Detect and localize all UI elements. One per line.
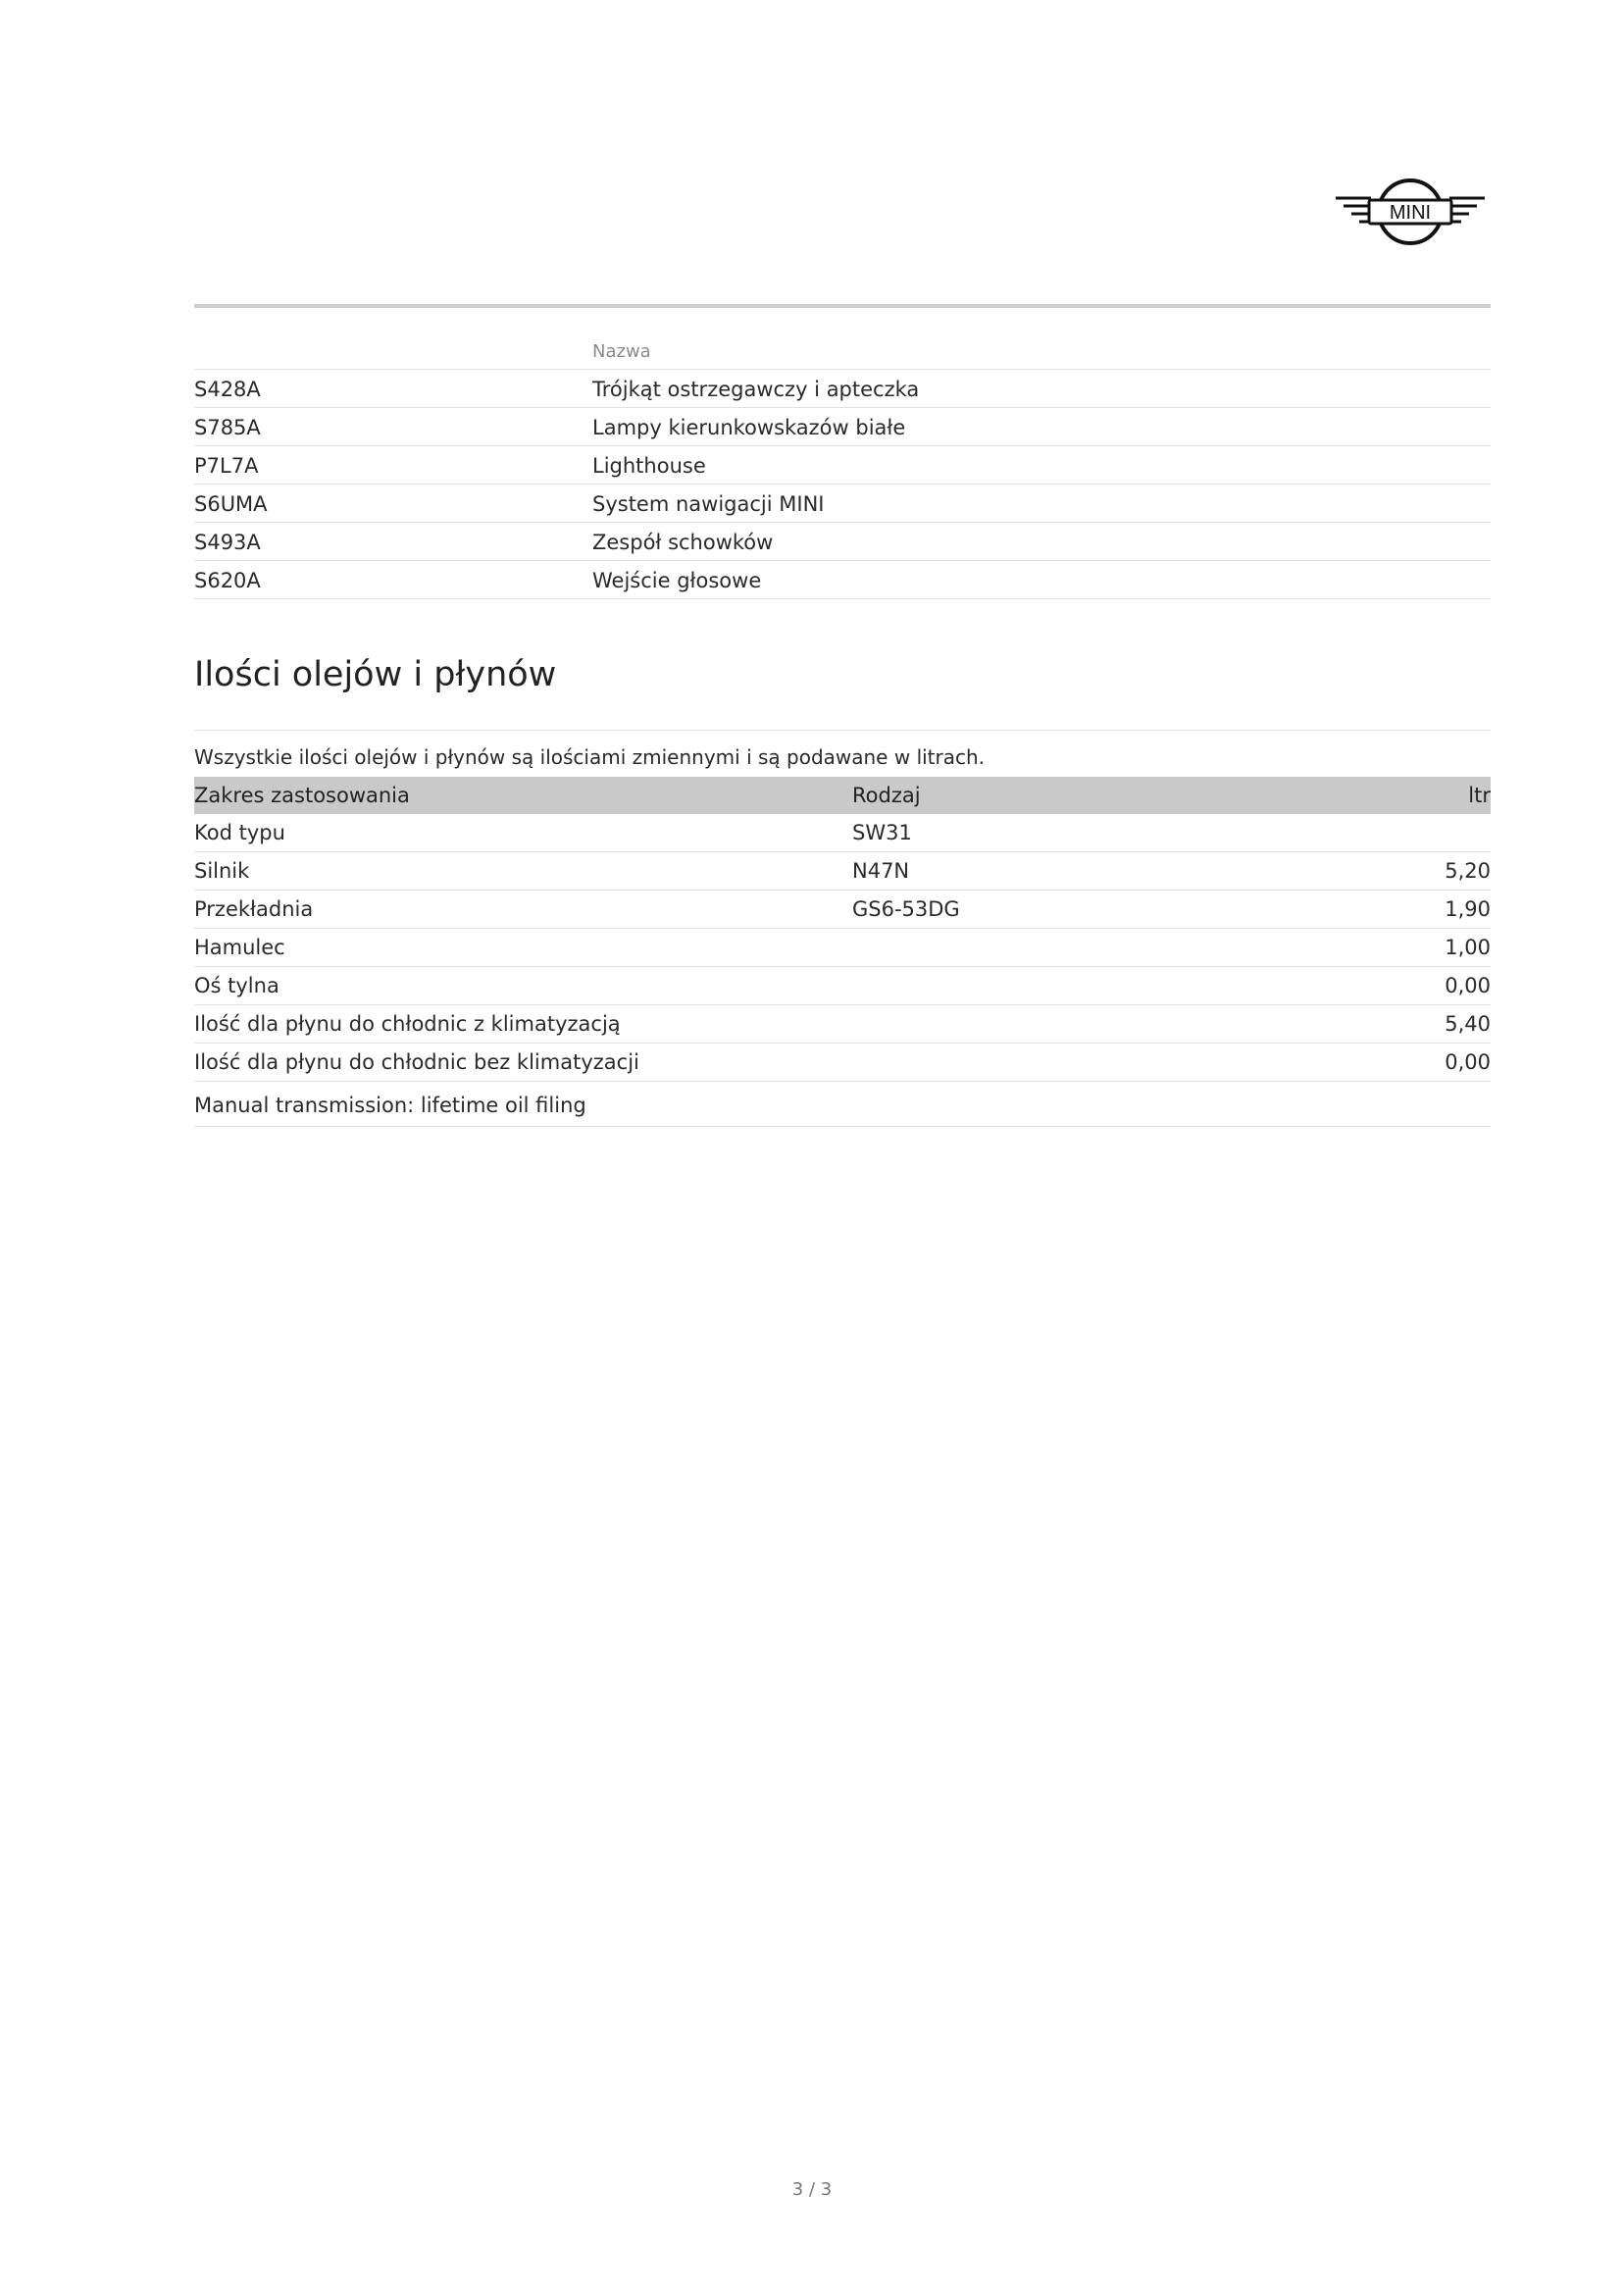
page-indicator: 3 / 3 bbox=[791, 2179, 833, 2200]
fluid-type: GS6-53DG bbox=[852, 897, 960, 921]
fluid-ltr: 5,20 bbox=[1445, 859, 1491, 883]
fluid-ltr: 1,90 bbox=[1445, 897, 1491, 921]
option-code: S785A bbox=[194, 416, 261, 439]
table-row bbox=[194, 1005, 1491, 1044]
fluid-scope: Oś tylna bbox=[194, 974, 279, 997]
fluid-scope: Ilość dla płynu do chłodnic bez klimatyzacji bbox=[194, 1050, 639, 1074]
fluid-ltr: 5,40 bbox=[1445, 1012, 1491, 1036]
fluids-table bbox=[194, 777, 1491, 1082]
footnote-text: Manual transmission: lifetime oil filing bbox=[194, 1094, 586, 1117]
table-row bbox=[194, 1044, 1491, 1082]
table-row bbox=[194, 561, 1491, 599]
table-row bbox=[194, 967, 1491, 1005]
header-ltr: ltr bbox=[1468, 784, 1491, 807]
section-title: Ilości olejów i płynów bbox=[194, 655, 557, 694]
header-scope: Zakres zastosowania bbox=[194, 784, 410, 807]
fluid-type: N47N bbox=[852, 859, 910, 883]
option-code: S493A bbox=[194, 531, 261, 554]
option-code: P7L7A bbox=[194, 454, 259, 478]
header-divider bbox=[194, 304, 1491, 308]
option-name: Zespół schowków bbox=[592, 531, 774, 554]
section-divider bbox=[194, 730, 1491, 731]
fluid-type: SW31 bbox=[852, 821, 912, 844]
table-row bbox=[194, 484, 1491, 523]
header-type: Rodzaj bbox=[852, 784, 921, 807]
table-row bbox=[194, 891, 1491, 929]
fluid-scope: Hamulec bbox=[194, 936, 285, 959]
option-code: S620A bbox=[194, 569, 261, 592]
fluid-scope: Ilość dla płynu do chłodnic z klimatyzacją bbox=[194, 1012, 621, 1036]
option-code: S6UMA bbox=[194, 492, 268, 516]
options-table-header bbox=[194, 333, 1491, 370]
mini-logo bbox=[1332, 177, 1489, 247]
option-name: Lighthouse bbox=[592, 454, 706, 478]
fluid-ltr: 1,00 bbox=[1445, 936, 1491, 959]
mini-logo-text: MINI bbox=[1389, 202, 1432, 224]
fluid-scope: Kod typu bbox=[194, 821, 285, 844]
fluid-ltr: 0,00 bbox=[1445, 1050, 1491, 1074]
option-name: System nawigacji MINI bbox=[592, 492, 825, 516]
header-name: Nazwa bbox=[592, 341, 651, 362]
table-row bbox=[194, 370, 1491, 408]
footnote bbox=[194, 1091, 1491, 1127]
table-row bbox=[194, 523, 1491, 561]
fluid-scope: Przekładnia bbox=[194, 897, 314, 921]
option-name: Wejście głosowe bbox=[592, 569, 762, 592]
fluids-table-header bbox=[194, 777, 1491, 814]
table-row bbox=[194, 929, 1491, 967]
fluid-scope: Silnik bbox=[194, 859, 250, 883]
table-row bbox=[194, 814, 1491, 852]
option-code: S428A bbox=[194, 378, 261, 401]
fluid-ltr: 0,00 bbox=[1445, 974, 1491, 997]
table-row bbox=[194, 852, 1491, 891]
table-row bbox=[194, 446, 1491, 484]
options-table bbox=[194, 333, 1491, 599]
option-name: Trójkąt ostrzegawczy i apteczka bbox=[592, 378, 920, 401]
table-row bbox=[194, 408, 1491, 446]
option-name: Lampy kierunkowskazów białe bbox=[592, 416, 906, 439]
fluids-note: Wszystkie ilości olejów i płynów są ilościami zmiennymi i są podawane w litrach. bbox=[194, 745, 986, 769]
